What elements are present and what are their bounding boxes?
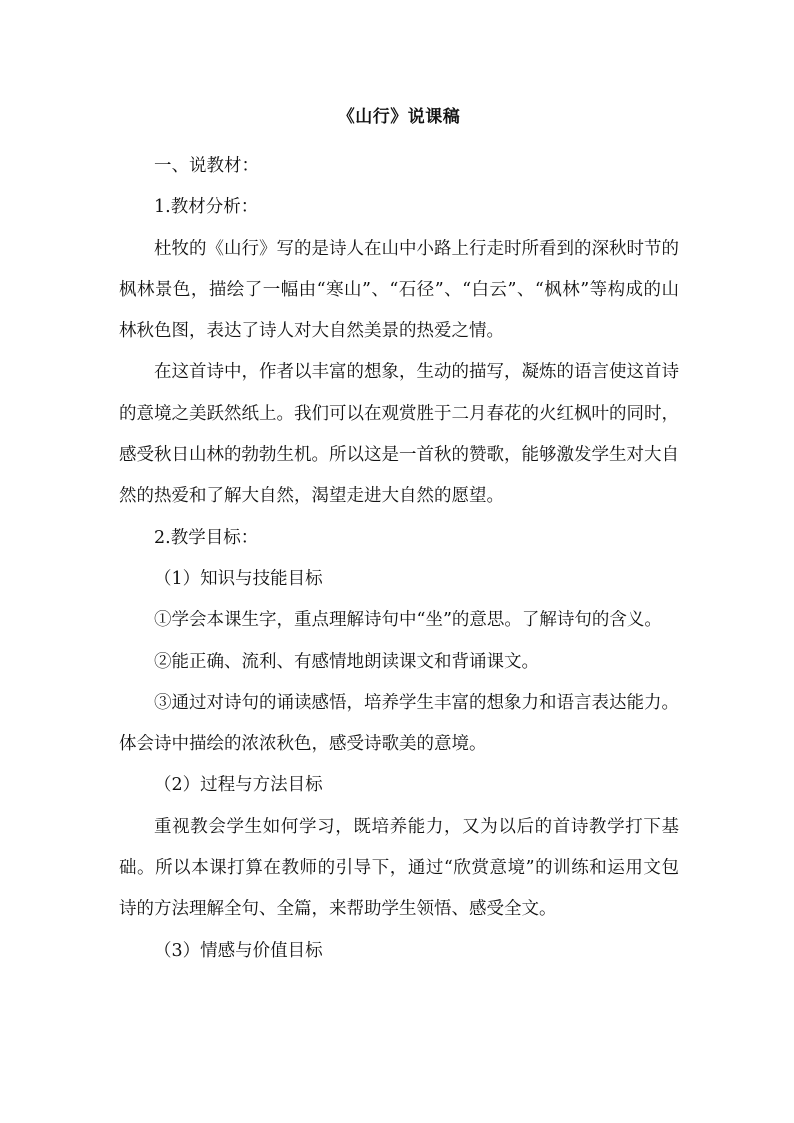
document-title: 《山行》说课稿 xyxy=(337,107,461,127)
paragraph-poem-summary: 杜牧的《山行》写的是诗人在山中小路上行走时所看到的深秋时节的枫林景色，描绘了一幅由“寒山”、“石径”、“白云”、“枫林”等构成的山林秋色图，表达了诗人对大自然美景的热爱之情。 xyxy=(119,238,679,342)
paragraph-poem-appreciation: 在这首诗中，作者以丰富的想象，生动的描写，凝炼的语言使这首诗的意境之美跃然纸上。我们可以在观赏胜于二月春花的火红枫叶的同时，感受秋日山林的勃勃生机。所以这是一首秋的赞歌，能够激发学生对大自然的热爱和了解大自然，渴望走进大自然的愿望。 xyxy=(119,362,679,507)
document-body xyxy=(119,104,679,972)
goal-item-3: ③通过对诗句的诵读感悟，培养学生丰富的想象力和语言表达能力。体会诗中描绘的浓浓秋色，感受诗歌美的意境。 xyxy=(119,692,679,755)
section-heading-teaching-material: 一、说教材： xyxy=(154,156,259,176)
goal-heading-emotion-values: （3）情感与价值目标 xyxy=(154,940,323,961)
goal-heading-process-method: （2）过程与方法目标 xyxy=(154,775,323,796)
goal-item-1: ①学会本课生字，重点理解诗句中“坐”的意思。了解诗句的含义。 xyxy=(154,610,662,631)
paragraph-process-method: 重视教会学生如何学习，既培养能力，又为以后的首诗教学打下基础。所以本课打算在教师的引导下，通过“欣赏意境”的训练和运用文包诗的方法理解全句、全篇，来帮助学生领悟、感受全文。 xyxy=(119,816,679,920)
subheading-teaching-goals: 2.教学目标： xyxy=(154,527,259,548)
goal-heading-knowledge-skills: （1）知识与技能目标 xyxy=(154,568,323,589)
subheading-material-analysis: 1.教材分析： xyxy=(154,197,259,218)
goal-item-2: ②能正确、流利、有感情地朗读课文和背诵课文。 xyxy=(154,651,539,672)
